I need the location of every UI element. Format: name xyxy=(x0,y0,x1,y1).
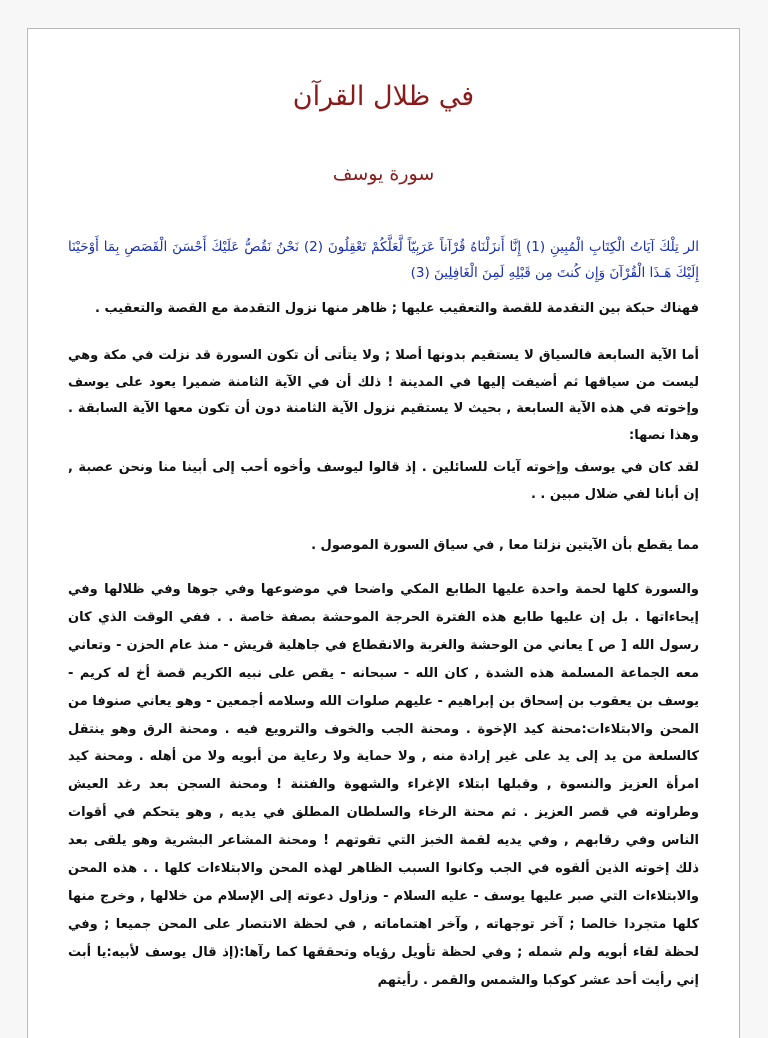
surah-title: سورة يوسف xyxy=(332,163,435,185)
quran-verse: الر تِلْكَ آيَاتُ الْكِتَابِ الْمُبِينِ (1) إِنَّا أَنزَلْنَاهُ قُرْآناً عَرَبِيّاً لَّعَلَّكُمْ تَعْقِلُونَ (2) نَحْنُ نَقُصُّ عَلَيْكَ أَحْسَنَ الْقَصَصِ بِمَا أَوْحَيْنَا إِلَيْكَ هَـذَا الْقُرْآنَ وَإِن كُنتَ مِن قَبْلِهِ لَمِنَ الْغَافِلِينَ (3) xyxy=(68,239,699,281)
paragraph-2: أما الآية السابعة فالسياق لا يستقيم بدونها أصلا ; ولا يتأتى أن تكون السورة قد نزلت في مكة وهي ليست من سياقها ثم أضيفت إليها في المدينة ! ذلك أن في الآية الثامنة ضميرا يعود على يوسف وإخوته في هذه الآية السابعة , بحيث لا يستقيم نزول الآية الثامنة دون أن تكون معها الآية السابقة . وهذا نصها: xyxy=(68,348,699,443)
book-title: في ظلال القرآن xyxy=(292,81,475,112)
paragraph-3: لقد كان في يوسف وإخوته آيات للسائلين . إذ قالوا ليوسف وأخوه أحب إلى أبينا منا ونحن عصبة , إن أبانا لفي ضلال مبين . . xyxy=(68,460,699,502)
paragraph-1: فهناك حبكة بين التقدمة للقصة والتعقيب عليها ; ظاهر منها نزول التقدمة مع القصة والتعقيب . xyxy=(95,301,699,316)
document-page xyxy=(27,28,740,1038)
paragraph-5: والسورة كلها لحمة واحدة عليها الطابع المكي واضحا في موضوعها وفي جوها وفي ظلالها وفي إيحاءاتها . بل إن عليها طابع هذه الفترة الحرجة الموحشة بصفة خاصة . . ففي الوقت الذي كان رسول الله [ ص ] يعاني من الوحشة والغربة والانقطاع في جاهلية قريش - منذ عام الحزن - وتعاني معه الجماعة المسلمة هذه الشدة , كان الله - سبحانه - يقص على نبيه الكريم قصة أخ له كريم - يوسف بن يعقوب بن إسحاق بن إبراهيم - عليهم صلوات الله وسلامه أجمعين - وهو يعاني صنوفا من المحن والابتلاءات:محنة كيد الإخوة . ومحنة الجب والخوف والترويع فيه . ومحنة الرق وهو ينتقل كالسلعة من يد إلى يد على غير إرادة منه , ولا حماية ولا رعاية من أبويه ولا من أهله . ومحنة كيد امرأة العزيز والنسوة , وقبلها ابتلاء الإغراء والشهوة والفتنة ! ومحنة السجن بعد رغد العيش وطراوته في قصر العزيز . ثم محنة الرخاء والسلطان المطلق في يديه , وهو يتحكم في أقوات الناس وفي رقابهم , وفي يديه لقمة الخبز التي تقوتهم ! ومحنة المشاعر البشرية وهو يلقى بعد ذلك إخوته الذين ألقوه في الجب وكانوا السبب الظاهر لهذه المحن والابتلاءات كلها . . هذه المحن والابتلاءات التي صبر عليها يوسف - عليه السلام - وزاول دعوته إلى الإسلام من خلالها , وخرج منها كلها متجردا خالصا ; آخر توجهاته , وآخر اهتماماته , في لحظة الانتصار على المحن جميعا ; وفي لحظة لقاء أبويه ولم شمله ; وفي لحظة تأويل رؤياه وتحققها كما رآها:(إذ قال يوسف لأبيه:يا أبت إني رأيت أحد عشر كوكبا والشمس والقمر . رأيتهم xyxy=(68,582,699,988)
paragraph-4: مما يقطع بأن الآيتين نزلتا معا , في سياق السورة الموصول . xyxy=(311,538,699,553)
